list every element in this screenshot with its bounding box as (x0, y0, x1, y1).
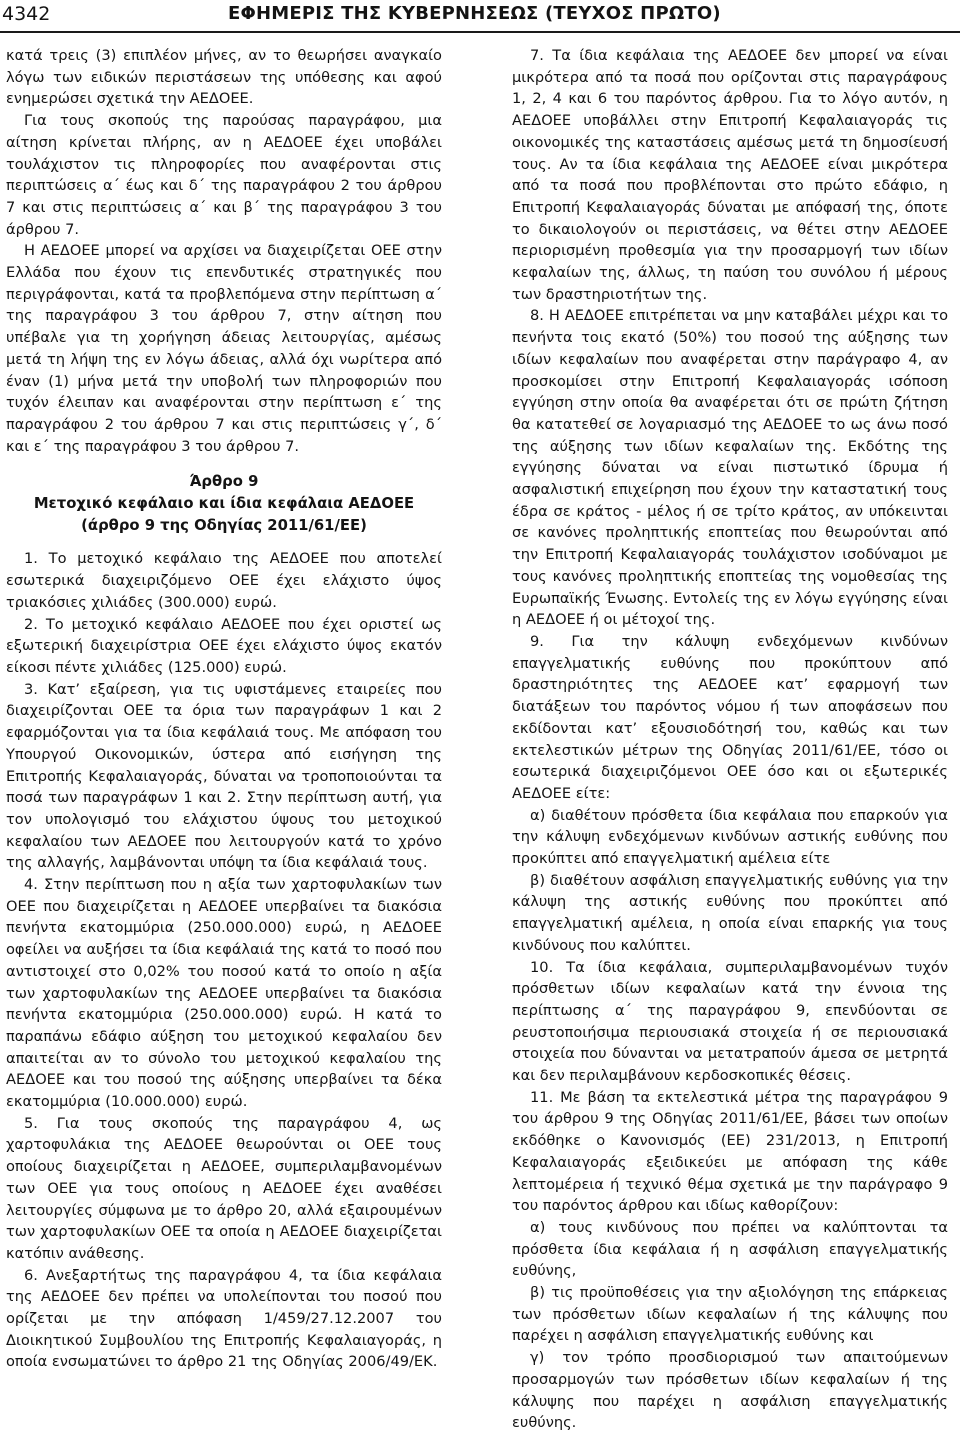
page-header (0, 0, 960, 32)
paragraph: 11. Με βάση τα εκτελεστικά μέτρα της παραγράφου 9 του άρθρου 9 της Οδηγίας 2011/61/ΕΕ, βάσει των οποίων εκδόθηκε ο Κανονισμός (ΕΕ) 231/2013, η Επιτροπή Κεφαλαιαγοράς εξειδικεύει με απόφαση της κάθε λεπτομέρεια ή τεχνικό θέμα σχετικά με την παράγραφο 9 του παρόντος άρθρου και ιδίως καθορίζουν: (512, 1088, 948, 1215)
article-title: Μετοχικό κεφάλαιο και ίδια κεφάλαια ΑΕΔΟΕΕ (33, 495, 415, 513)
paragraph: 3. Κατ’ εξαίρεση, για τις υφιστάμενες εταιρείες που διαχειρίζονται ΟΕΕ τα όρια των παραγράφων 1 και 2 εφαρμόζονται για τα ίδια κεφάλαιά τους. Με απόφαση του Υπουργού Οικονομικών, ύστερα από εισήγηση της Επιτροπής Κεφαλαιαγοράς, δύναται να τροποποιούνται τα ποσά των παραγράφων 1 και 2. Στην περίπτωση αυτή, για τον υπολογισμό του ελάχιστου ύψους του μετοχικού κεφαλαίου των ΑΕΔΟΕΕ που λειτουργούν κατά το χρόνο της αλλαγής, λαμβάνονται υπόψη τα ίδια κεφάλαιά τους. (6, 680, 442, 872)
article-number: Άρθρο 9 (189, 473, 259, 491)
journal-title: ΕΦΗΜΕΡΙΣ ΤΗΣ ΚΥΒΕΡΝΗΣΕΩΣ (ΤΕΥΧΟΣ ΠΡΩΤΟ) (228, 3, 721, 24)
paragraph: 5. Για τους σκοπούς της παραγράφου 4, ως χαρτοφυλάκια της ΑΕΔΟΕΕ θεωρούνται οι ΟΕΕ τους οποίους διαχειρίζεται η ΑΕΔΟΕΕ, συμπεριλαμβανομένων των ΟΕΕ για τους οποίους η ΑΕΔΟΕΕ έχει αναθέσει λειτουργίες σύμφωνα με το άρθρο 20, αλλά εξαιρουμένων των χαρτοφυλακίων ΟΕΕ τα οποία η ΑΕΔΟΕΕ διαχειρίζεται κατόπιν ανάθεσης. (6, 1114, 442, 1262)
paragraph: 1. Το μετοχικό κεφάλαιο της ΑΕΔΟΕΕ που αποτελεί εσωτερικά διαχειριζόμενο ΟΕΕ έχει ελάχιστο ύψος τριακόσιες χιλιάδες (300.000) ευρώ. (6, 550, 442, 611)
header-rule (0, 31, 960, 33)
paragraph: β) διαθέτουν ασφάλιση επαγγελματικής ευθύνης για την κάλυψη της αστικής ευθύνης που προκύπτει από επαγγελματική αμέλεια, η οποία είναι επαρκής για τους κινδύνους που καλύπτει. (512, 871, 948, 954)
paragraph: 10. Τα ίδια κεφάλαια, συμπεριλαμβανομένων τυχόν πρόσθετων ιδίων κεφαλαίων κατά την έννοια της περίπτωσης α΄ της παραγράφου 9, επενδύονται σε ρευστοποιήσιμα περιουσιακά στοιχεία ή σε περιουσιακά στοιχεία που δύνανται να μετατραπούν άμεσα σε μετρητά και δεν περιλαμβάνουν κερδοσκοπικές θέσεις. (512, 958, 948, 1085)
paragraph: 8. Η ΑΕΔΟΕΕ επιτρέπεται να μην καταβάλει μέχρι και το πενήντα τοις εκατό (50%) του ποσού της αύξησης των ιδίων κεφαλαίων που αναφέρεται στην παράγραφο 4, αν προσκομίσει στην Επιτροπή Κεφαλαιαγοράς ισόποση εγγύηση στην οποία θα αναφέρεται ότι σε πρώτη ζήτηση θα κατατεθεί σε λογαριασμό της ΑΕΔΟΕΕ το ως άνω ποσό της αύξησης των ιδίων κεφαλαίων της. Εκδότης της εγγύησης δύναται να είναι πιστωτικό ίδρυμα ή ασφαλιστική επιχείρηση που έχουν την καταστατική τους έδρα σε κράτος - μέλος ή σε τρίτο κράτος, αν υπόκεινται σε κανόνες προληπτικής εποπτείας που θεωρούνται από την Επιτροπή Κεφαλαιαγοράς τουλάχιστον ισοδύναμοι με τους κανόνες προληπτικής εποπτείας της νομοθεσίας της Ευρωπαϊκής Ένωσης. Εντολείς της εν λόγω εγγύησης είναι η ΑΕΔΟΕΕ ή οι μέτοχοί της. (512, 307, 948, 629)
paragraph: 9. Για την κάλυψη ενδεχόμενων κινδύνων επαγγελματικής ευθύνης που προκύπτουν από δραστηριότητες της ΑΕΔΟΕΕ κατ’ εφαρμογή των διατάξεων του παρόντος νόμου ή των αποφάσεων που εκδίδονται κατ’ εξουσιοδότησή του, καθώς και των εκτελεστικών μέτρων της Οδηγίας 2011/61/ΕΕ, τόσο οι εσωτερικά διαχειριζόμενοι ΟΕΕ όσο και οι εξωτερικές ΑΕΔΟΕΕ είτε: (512, 632, 948, 802)
paragraph: κατά τρεις (3) επιπλέον μήνες, αν το θεωρήσει αναγκαίο λόγω των ειδικών περιστάσεων της υπόθεσης και αφού ενημερώσει σχετικά την ΑΕΔΟΕΕ. (6, 47, 442, 108)
paragraph: 4. Στην περίπτωση που η αξία των χαρτοφυλακίων των ΟΕΕ που διαχειρίζεται η ΑΕΔΟΕΕ υπερβαίνει τα διακόσια πενήντα εκατομμύρια (250.000.000) ευρώ, η ΑΕΔΟΕΕ οφείλει να αυξήσει τα ίδια κεφάλαιά της κατά το ποσό που αντιστοιχεί στο 0,02% του ποσού κατά το οποίο η αξία των χαρτοφυλακίων της ΑΕΔΟΕΕ υπερβαίνει τα διακόσια πενήντα εκατομμύρια (250.000.000) ευρώ. Η κατά το παραπάνω εδάφιο αύξηση του μετοχικού κεφαλαίου δεν απαιτείται αν το σύνολο του μετοχικού κεφαλαίου της ΑΕΔΟΕΕ και του ποσού της αύξησης υπερβαίνει τα δέκα εκατομμύρια (10.000.000) ευρώ. (6, 876, 442, 1111)
article-heading (6, 471, 442, 536)
left-column (6, 45, 442, 1373)
paragraph: 7. Τα ίδια κεφάλαια της ΑΕΔΟΕΕ δεν μπορεί να είναι μικρότερα από τα ποσά που ορίζονται στις παραγράφους 1, 2, 4 και 6 του παρόντος άρθρου. Για το λόγο αυτόν, η ΑΕΔΟΕΕ υποβάλλει στην Επιτροπή Κεφαλαιαγοράς τις οικονομικές της καταστάσεις αμέσως μετά τη δημοσίευσή τους. Αν τα ίδια κεφάλαια της ΑΕΔΟΕΕ είναι μικρότερα από τα ποσά που προβλέπονται στο πρώτο εδάφιο, η Επιτροπή Κεφαλαιαγοράς δύναται με απόφασή της, όποτε το δικαιολογούν οι περιστάσεις, να θέτει στην ΑΕΔΟΕΕ περιορισμένη προθεσμία για την προσαρμογή των ιδίων κεφαλαίων της, άλλως, τη παύση του συνόλου ή μέρους των δραστηριοτήτων της. (512, 47, 948, 303)
paragraph: 2. Το μετοχικό κεφάλαιο ΑΕΔΟΕΕ που έχει οριστεί ως εξωτερική διαχειρίστρια ΟΕΕ έχει ελάχιστο ύψος εκατόν είκοσι πέντε χιλιάδες (125.000) ευρώ. (6, 615, 442, 676)
paragraph: β) τις προϋποθέσεις για την αξιολόγηση της επάρκειας των πρόσθετων ιδίων κεφαλαίων ή της κάλυψης που παρέχει η ασφάλιση επαγγελματικής ευθύνης και (512, 1284, 948, 1345)
right-column (512, 45, 948, 1434)
paragraph: Η ΑΕΔΟΕΕ μπορεί να αρχίσει να διαχειρίζεται ΟΕΕ στην Ελλάδα που έχουν τις επενδυτικές στρατηγικές που περιγράφονται, κατά τα προβλεπόμενα στην περίπτωση α΄ της παραγράφου 3 του άρθρου 7, στην αίτηση που υπέβαλε για τη χορήγηση άδειας λειτουργίας, αμέσως μετά τη λήψη της εν λόγω άδειας, αλλά όχι νωρίτερα από έναν (1) μήνα μετά την υποβολή των πληροφοριών που τυχόν έλειπαν και αναφέρονται στην περίπτωση ε΄ της παραγράφου 2 του άρθρου 7 και στις περιπτώσεις γ΄, δ΄ και ε΄ της παραγράφου 3 του άρθρου 7. (6, 242, 442, 455)
paragraph: α) τους κινδύνους που πρέπει να καλύπτονται τα πρόσθετα ίδια κεφάλαια ή η ασφάλιση επαγγελματικής ευθύνης, (512, 1218, 948, 1280)
paragraph: α) διαθέτουν πρόσθετα ίδια κεφάλαια που επαρκούν για την κάλυψη ενδεχόμενων κινδύνων αστικής ευθύνης που προκύπτει από επαγγελματική αμέλεια είτε (512, 806, 948, 868)
article-reference: (άρθρο 9 της Οδηγίας 2011/61/ΕΕ) (81, 516, 367, 534)
paragraph: 6. Ανεξαρτήτως της παραγράφου 4, τα ίδια κεφάλαια της ΑΕΔΟΕΕ δεν πρέπει να υπολείπονται του ποσού που ορίζεται με την απόφαση 1/459/27.12.2007 του Διοικητικού Συμβουλίου της Επιτροπής Κεφαλαιαγοράς, η οποία ενσωματώνει το άρθρο 21 της Οδηγίας 2006/49/ΕΚ. (6, 1266, 442, 1371)
page-number: 4342 (2, 3, 51, 25)
paragraph: γ) τον τρόπο προσδιορισμού των απαιτούμενων προσαρμογών των πρόσθετων ιδίων κεφαλαίων ή της κάλυψης που παρέχει η ασφάλιση επαγγελματικής ευθύνης. (512, 1349, 948, 1432)
paragraph: Για τους σκοπούς της παρούσας παραγράφου, μια αίτηση κρίνεται πλήρης, αν η ΑΕΔΟΕΕ έχει υποβάλει τουλάχιστον τις πληροφορίες που αναφέρονται στις περιπτώσεις α΄ έως και δ΄ της παραγράφου 2 του άρθρου 7 και στις περιπτώσεις α΄ και β΄ της παραγράφου 3 του άρθρου 7. (6, 112, 442, 238)
